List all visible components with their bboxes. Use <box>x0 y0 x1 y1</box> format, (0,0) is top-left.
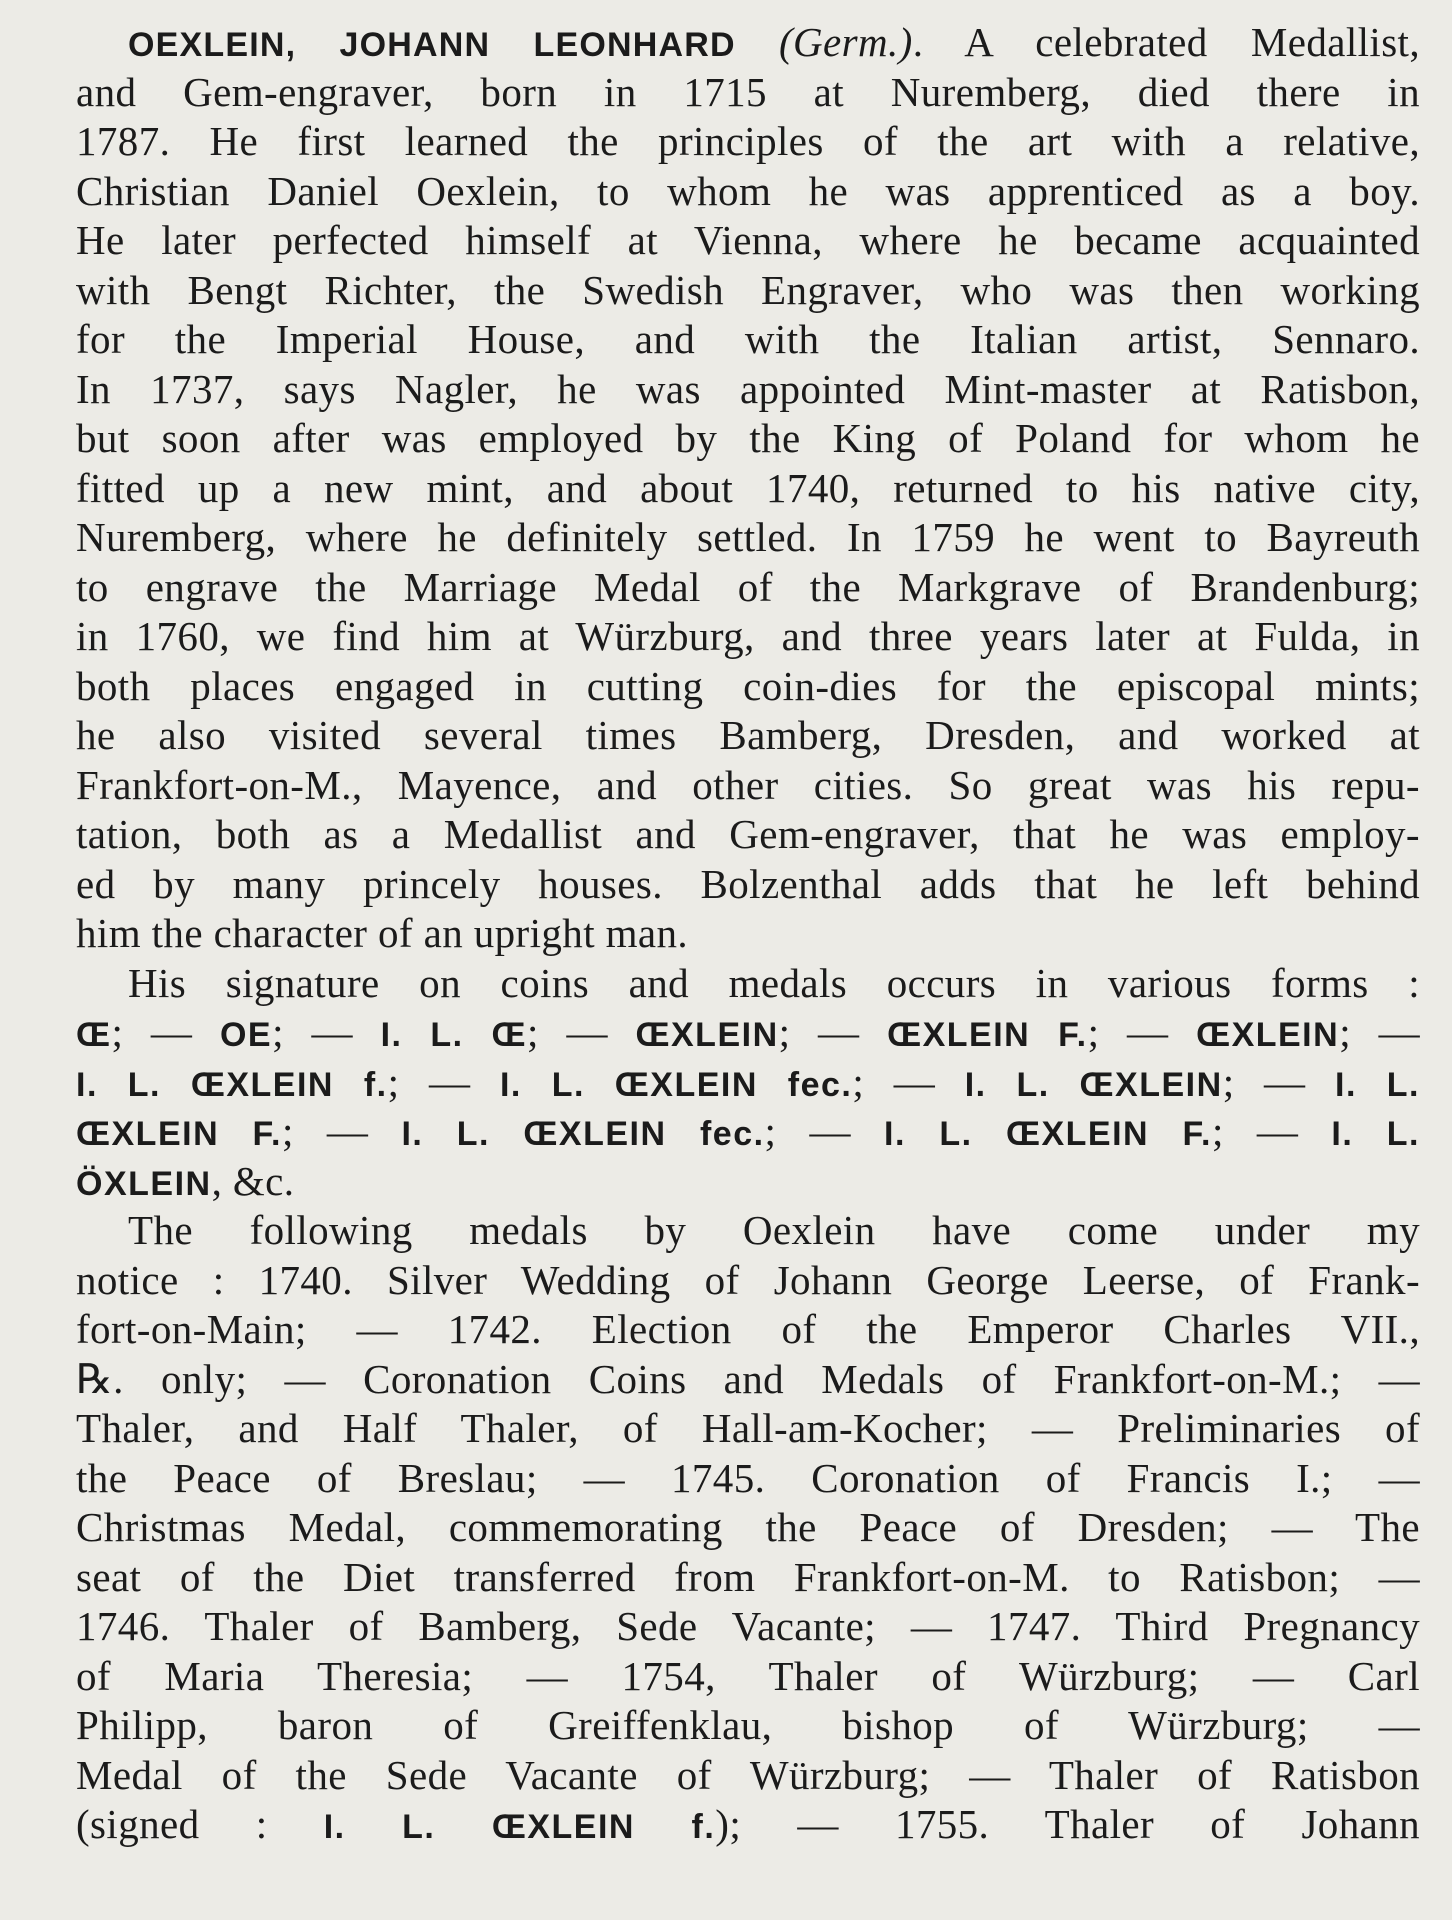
signature-line: I. L. ŒXLEIN f.; — I. L. ŒXLEIN fec.; — I. L. ŒXLEIN; — I. L. <box>76 1058 1421 1105</box>
text-line: . A celebrated Medallist, <box>912 19 1420 65</box>
signature-form: I. L. Œ <box>380 1016 528 1054</box>
text-line: but soon after was employed by the King of Poland for whom he <box>76 415 1420 461</box>
text-line: ed by many princely houses. Bolzenthal adds that he left behind <box>76 860 1420 907</box>
signature-form: ŒXLEIN <box>635 1016 779 1054</box>
text-line: Thaler, and Half Thaler, of Hall-am-Kocher; — Preliminaries of <box>76 1405 1420 1451</box>
text-line: Philipp, baron of Greiffenklau, bishop of Würzburg; — <box>76 1702 1420 1748</box>
signature-form: I. L. ŒXLEIN f. <box>323 1808 716 1846</box>
text-line: for the Imperial House, and with the Italian artist, Sennaro. <box>76 316 1420 362</box>
text-line: In 1737, says Nagler, he was appointed Mint-master at Ratisbon, <box>76 365 1420 412</box>
text-line: Nuremberg, where he definitely settled. In 1759 he went to Bayreuth <box>76 514 1420 560</box>
text-line: He later perfected himself at Vienna, where he became acquainted <box>76 217 1420 263</box>
text-line: 1787. He first learned the principles of the art with a relative, <box>76 118 1420 164</box>
text-line: fort-on-Main; — 1742. Election of the Emperor Charles VII., <box>76 1306 1420 1352</box>
text-line: of Maria Theresia; — 1754, Thaler of Würzburg; — Carl <box>76 1652 1420 1699</box>
signature-form: I. L. ŒXLEIN f. <box>76 1065 388 1104</box>
signature-form: I. L. <box>1335 1065 1421 1104</box>
entry-name: OEXLEIN, JOHANN LEONHARD <box>128 26 736 64</box>
text-fragment: (signed : <box>76 1801 324 1847</box>
signature-intro-line: His signature on coins and medals occurs in various forms : <box>128 959 1420 1006</box>
text-line: to engrave the Marriage Medal of the Markgrave of Brandenburg; <box>76 563 1420 610</box>
text-line: and Gem-engraver, born in 1715 at Nuremberg, died there in <box>76 68 1420 115</box>
signature-form: I. L. ŒXLEIN <box>964 1065 1223 1104</box>
signature-form: I. L. ŒXLEIN fec. <box>499 1065 853 1104</box>
signature-line: Œ; — OE; — I. L. Œ; — ŒXLEIN; — ŒXLEIN F.; — ŒXLEIN; — <box>76 1009 1421 1055</box>
text-line: ℞. only; — Coronation Coins and Medals of Frankfort-on-M.; — <box>76 1355 1420 1402</box>
signature-form: ŒXLEIN F. <box>887 1016 1088 1054</box>
signature-form: Œ <box>76 1016 112 1054</box>
text-line: tation, both as a Medallist and Gem-engraver, that he was employ- <box>76 811 1420 857</box>
signature-form: I. L. ŒXLEIN fec. <box>401 1115 765 1153</box>
text-line: 1746. Thaler of Bamberg, Sede Vacante; — 1747. Third Pregnancy <box>76 1603 1420 1649</box>
text-line: he also visited several times Bamberg, Dresden, and worked at <box>76 712 1420 758</box>
text-line <box>76 1800 1420 1850</box>
text-line: notice : 1740. Silver Wedding of Johann George Leerse, of Frank- <box>76 1256 1420 1303</box>
text-line: fitted up a new mint, and about 1740, returned to his native city, <box>76 464 1420 511</box>
signature-form: ŒXLEIN F. <box>76 1115 282 1153</box>
signature-line: ŒXLEIN F.; — I. L. ŒXLEIN fec.; — I. L. ŒXLEIN F.; — I. L. <box>76 1108 1420 1154</box>
signature-line <box>76 1157 1420 1207</box>
text-line: Christmas Medal, commemorating the Peace of Dresden; — The <box>76 1504 1420 1550</box>
signature-form: ŒXLEIN <box>1196 1016 1340 1054</box>
text-line: Christian Daniel Oexlein, to whom he was apprenticed as a boy. <box>76 167 1420 214</box>
entry-heading-line <box>76 18 1420 68</box>
document-page <box>76 18 1420 1850</box>
signature-tail: , &c. <box>211 1157 295 1204</box>
signature-form: I. L. ŒXLEIN F. <box>884 1115 1212 1153</box>
text-line: the Peace of Breslau; — 1745. Coronation of Francis I.; — <box>76 1454 1420 1501</box>
text-line: him the character of an upright man. <box>76 910 689 956</box>
text-line: in 1760, we find him at Würzburg, and three years later at Fulda, in <box>76 613 1420 659</box>
text-line: Frankfort-on-M., Mayence, and other cities. So great was his repu- <box>76 761 1420 808</box>
text-line: The following medals by Oexlein have come under my <box>128 1207 1420 1253</box>
text-line: with Bengt Richter, the Swedish Engraver, who was then working <box>76 266 1420 313</box>
text-line: both places engaged in cutting coin-dies for the episcopal mints; <box>76 662 1420 709</box>
text-line: seat of the Diet transferred from Frankfort-on-M. to Ratisbon; — <box>76 1553 1420 1600</box>
entry-origin: (Germ.) <box>778 19 913 65</box>
signature-form: I. L. <box>1331 1115 1420 1153</box>
text-fragment: ); — 1755. Thaler of Johann <box>715 1801 1421 1847</box>
text-line: Medal of the Sede Vacante of Würzburg; — Thaler of Ratisbon <box>76 1751 1420 1798</box>
signature-form: OE <box>219 1016 273 1054</box>
signature-form: ÖXLEIN <box>76 1164 212 1203</box>
